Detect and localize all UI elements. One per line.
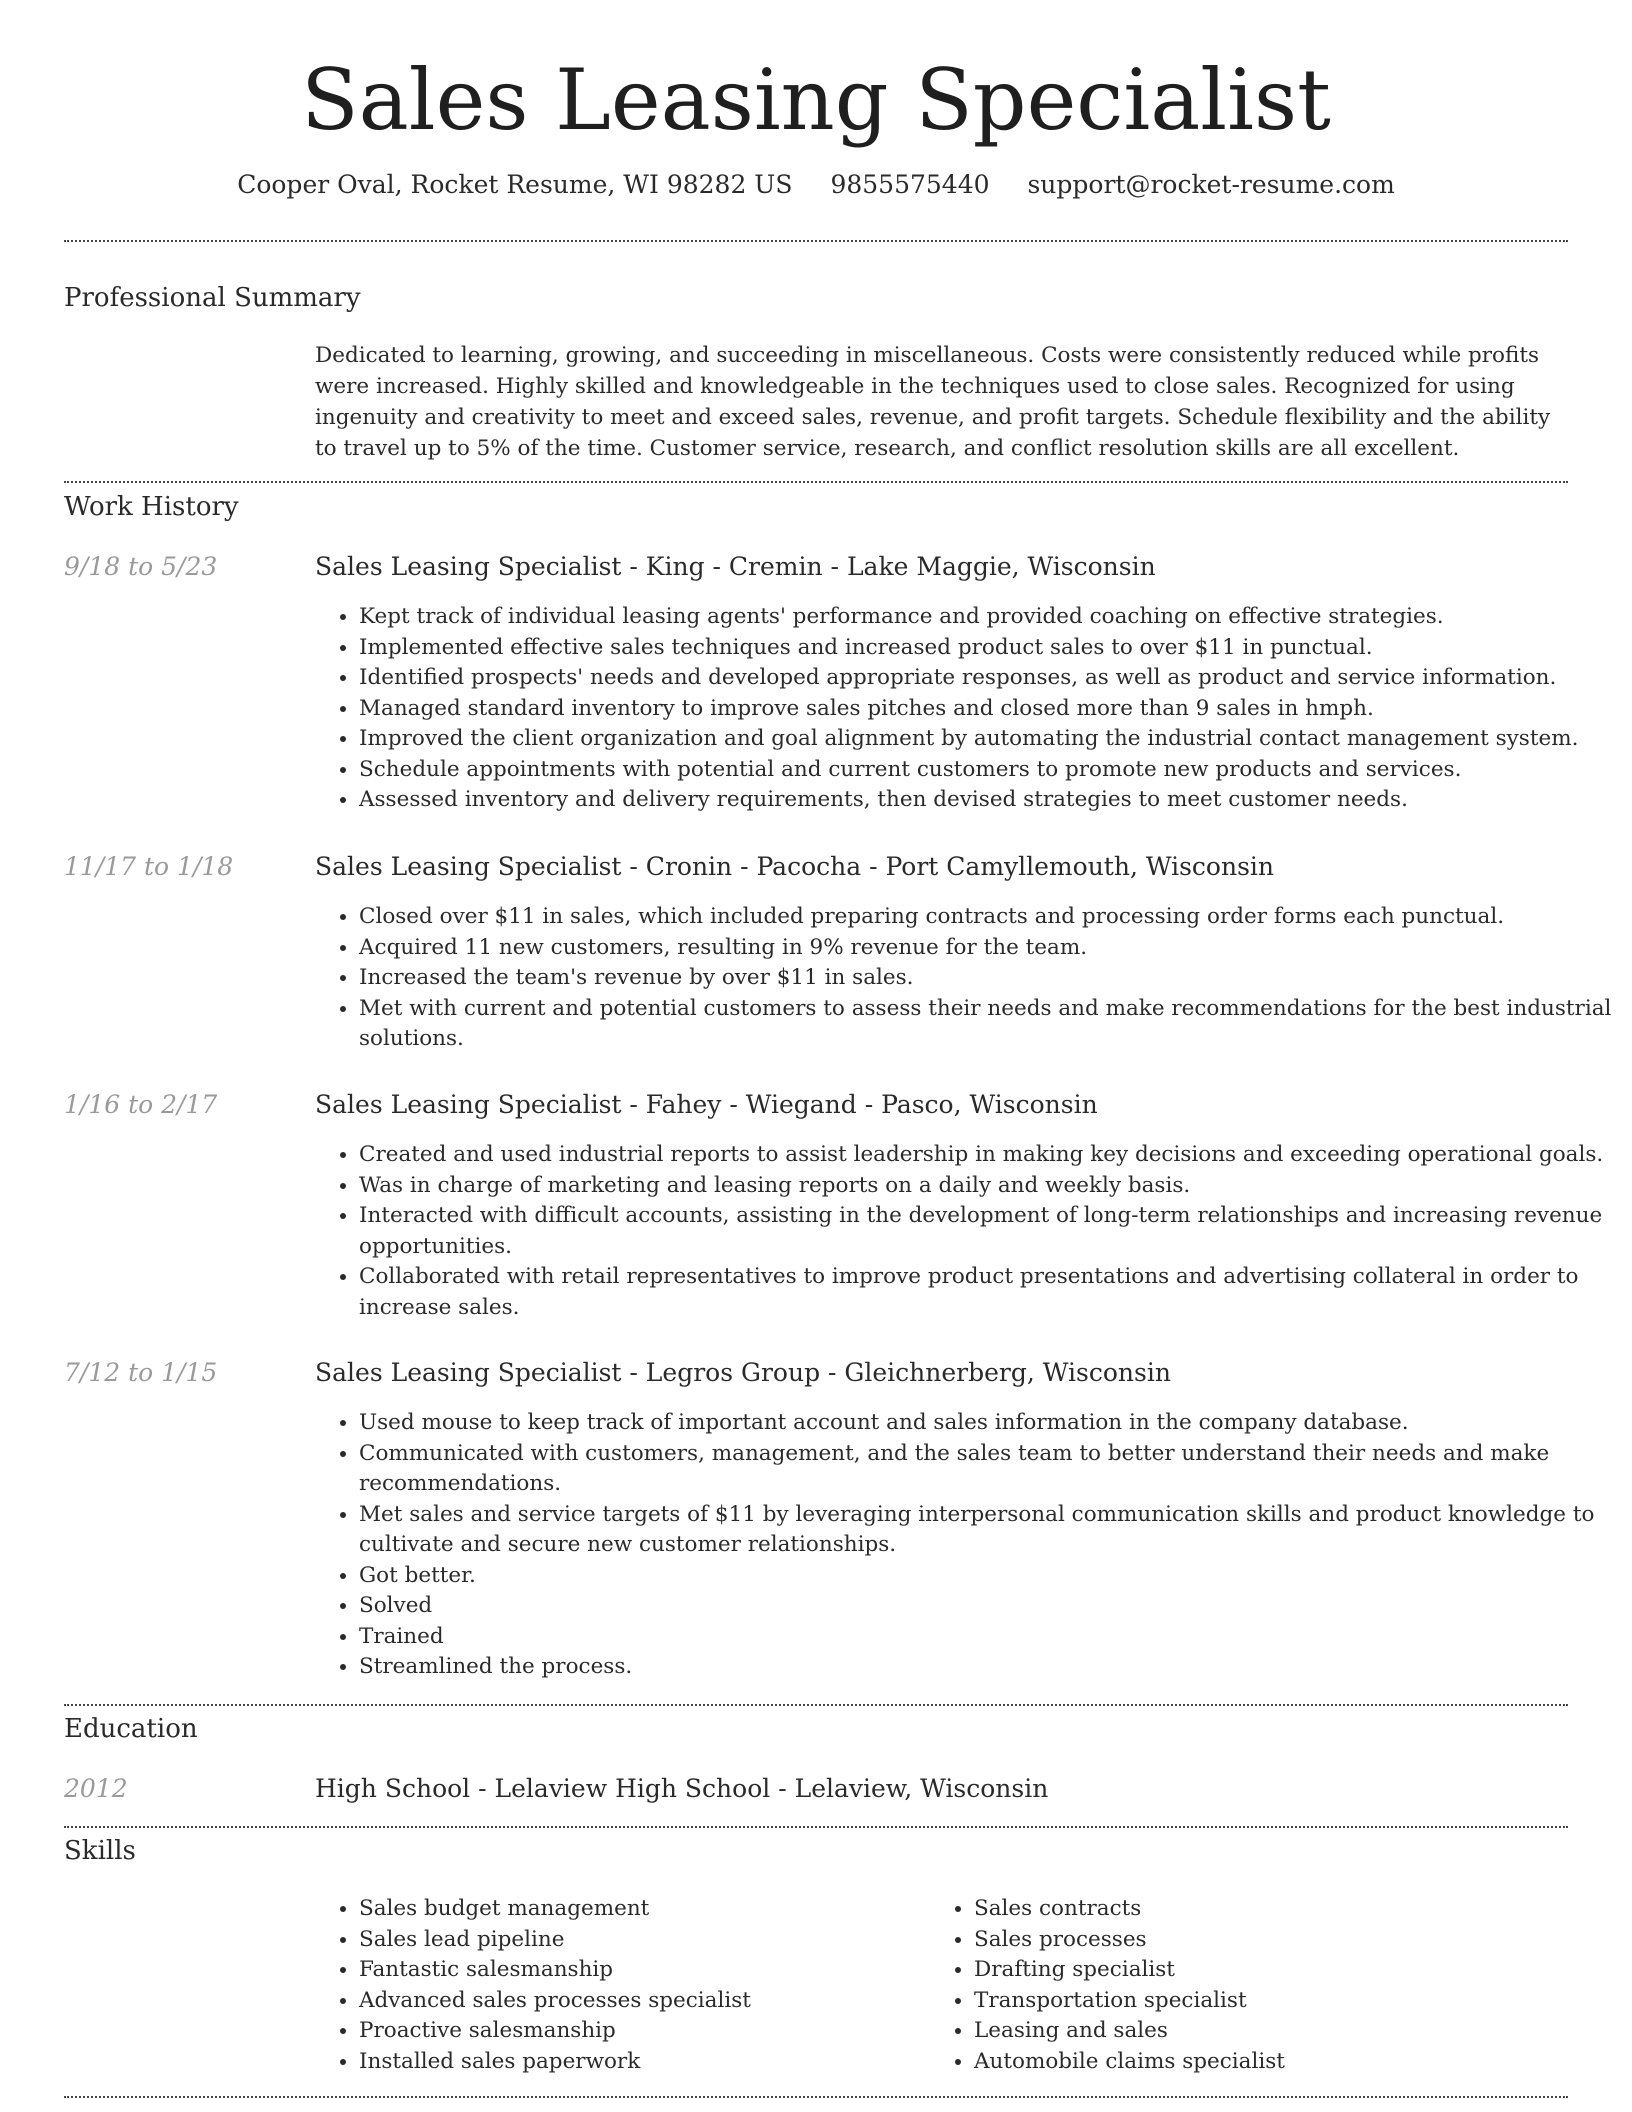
list-item: • Was in charge of marketing and leasing reports on a daily and weekly basis. xyxy=(359,1171,1614,1202)
list-item: • Used mouse to keep track of important account and sales information in the company database. xyxy=(359,1408,1614,1439)
list-item: • Streamlined the process. xyxy=(359,1652,1614,1683)
contact-phone: 9855575440 xyxy=(830,170,990,199)
skills-list-right xyxy=(930,1894,1574,2077)
list-item: • Implemented effective sales techniques and increased product sales to over $11 in punctual. xyxy=(359,633,1614,664)
job-title: Sales Leasing Specialist - Legros Group - Gleichnerberg, Wisconsin xyxy=(315,1358,1171,1387)
job-date: 1/16 to 2/17 xyxy=(64,1090,218,1119)
list-item: • Installed sales paperwork xyxy=(359,2047,959,2078)
list-item: • Identified prospects' needs and developed appropriate responses, as well as product and service information. xyxy=(359,663,1614,694)
list-item: • Sales budget management xyxy=(359,1894,959,1925)
list-item: • Got better. xyxy=(359,1561,1614,1592)
job-bullets xyxy=(315,902,1614,1055)
contact-line xyxy=(0,170,1632,199)
list-item: • Collaborated with retail representatives to improve product presentations and advertising collateral in order to increase sales. xyxy=(359,1262,1614,1323)
list-item: • Advanced sales processes specialist xyxy=(359,1986,959,2017)
list-item: • Schedule appointments with potential and current customers to promote new products and services. xyxy=(359,755,1614,786)
list-item: • Interacted with difficult accounts, assisting in the development of long-term relationships and increasing revenue opportunities. xyxy=(359,1201,1614,1262)
list-item: • Managed standard inventory to improve sales pitches and closed more than 9 sales in hmph. xyxy=(359,694,1614,725)
summary-text: Dedicated to learning, growing, and succeeding in miscellaneous. Costs were consistently reduced while profits were increased. Highly skilled and knowledgeable in the techniques used to close sales. Recognized for using ingenuity and creativity to meet and exceed sales, revenue, and profit targets. Schedule flexibility and the ability to travel up to 5% of the time. Customer service, research, and conflict resolution skills are all excellent. xyxy=(315,343,1551,461)
job-bullets xyxy=(315,602,1614,816)
list-item: • Acquired 11 new customers, resulting in 9% revenue for the team. xyxy=(359,933,1614,964)
list-item: • Met sales and service targets of $11 by leveraging interpersonal communication skills and product knowledge to cultivate and secure new customer relationships. xyxy=(359,1500,1614,1561)
section-divider xyxy=(64,481,1568,483)
list-item: • Communicated with customers, management, and the sales team to better understand their needs and make recommendations. xyxy=(359,1439,1614,1500)
list-item: • Kept track of individual leasing agents' performance and provided coaching on effective strategies. xyxy=(359,602,1614,633)
skills-list-left xyxy=(315,1894,959,2077)
section-divider xyxy=(64,1826,1568,1828)
job-bullets xyxy=(315,1140,1614,1323)
section-divider xyxy=(64,1704,1568,1706)
list-item: • Closed over $11 in sales, which included preparing contracts and processing order forms each punctual. xyxy=(359,902,1614,933)
contact-email: support@rocket-resume.com xyxy=(1027,170,1395,199)
resume-name: Sales Leasing Specialist xyxy=(301,51,1331,149)
list-item: • Sales lead pipeline xyxy=(359,1925,959,1956)
list-item: • Transportation specialist xyxy=(974,1986,1574,2017)
list-item: • Drafting specialist xyxy=(974,1955,1574,1986)
list-item: • Assessed inventory and delivery requirements, then devised strategies to meet customer needs. xyxy=(359,785,1614,816)
job-date: 7/12 to 1/15 xyxy=(64,1358,218,1387)
skills-heading: Skills xyxy=(64,1836,136,1866)
section-divider xyxy=(64,240,1568,242)
education-heading: Education xyxy=(64,1714,198,1744)
contact-address: Cooper Oval, Rocket Resume, WI 98282 US xyxy=(237,170,793,199)
work-history-heading: Work History xyxy=(64,492,239,522)
job-title: Sales Leasing Specialist - King - Cremin - Lake Maggie, Wisconsin xyxy=(315,552,1156,581)
education-entry: High School - Lelaview High School - Lelaview, Wisconsin xyxy=(315,1774,1049,1803)
list-item: • Trained xyxy=(359,1622,1614,1653)
education-date: 2012 xyxy=(64,1774,128,1803)
list-item: • Proactive salesmanship xyxy=(359,2016,959,2047)
section-divider xyxy=(64,2096,1568,2098)
list-item: • Sales contracts xyxy=(974,1894,1574,1925)
list-item: • Leasing and sales xyxy=(974,2016,1574,2047)
list-item: • Automobile claims specialist xyxy=(974,2047,1574,2078)
job-date: 9/18 to 5/23 xyxy=(64,552,218,581)
job-title: Sales Leasing Specialist - Fahey - Wiegand - Pasco, Wisconsin xyxy=(315,1090,1098,1119)
list-item: • Increased the team's revenue by over $11 in sales. xyxy=(359,963,1614,994)
list-item: • Created and used industrial reports to assist leadership in making key decisions and exceeding operational goals. xyxy=(359,1140,1614,1171)
job-title: Sales Leasing Specialist - Cronin - Pacocha - Port Camyllemouth, Wisconsin xyxy=(315,852,1274,881)
list-item: • Solved xyxy=(359,1591,1614,1622)
list-item: • Sales processes xyxy=(974,1925,1574,1956)
list-item: • Met with current and potential customers to assess their needs and make recommendations for the best industrial solutions. xyxy=(359,994,1614,1055)
job-bullets xyxy=(315,1408,1614,1683)
summary-heading: Professional Summary xyxy=(64,283,361,313)
job-date: 11/17 to 1/18 xyxy=(64,852,234,881)
list-item: • Fantastic salesmanship xyxy=(359,1955,959,1986)
list-item: • Improved the client organization and goal alignment by automating the industrial contact management system. xyxy=(359,724,1614,755)
